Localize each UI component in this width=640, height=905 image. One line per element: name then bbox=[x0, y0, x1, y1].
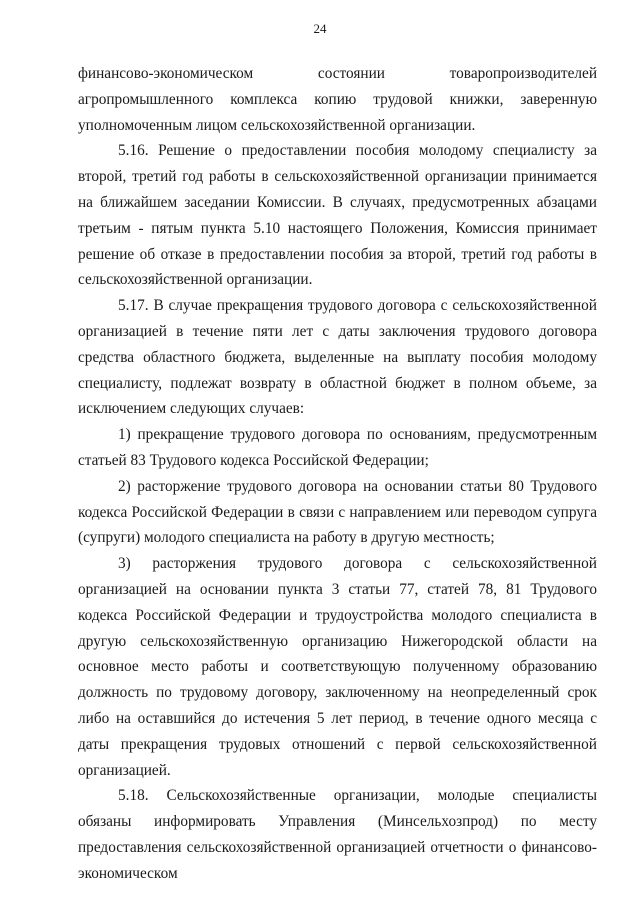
paragraph-5-17: 5.17. В случае прекращения трудового договора с сельскохозяйственной организацией в течение пяти лет с даты заключения трудового договора средства областного бюджета, выделенные на выплату пособия молодому специалисту, подлежат возврату в областной бюджет в полном объеме, за исключением следующих случаев: bbox=[78, 297, 597, 418]
list-item-1: 1) прекращение трудового договора по основаниям, предусмотренным статьей 83 Трудового кодекса Российской Федерации; bbox=[78, 426, 597, 469]
paragraph-5-18: 5.18. Сельскохозяйственные организации, молодые специалисты обязаны информировать Управления (Минсельхозпрод) по месту предоставления сельскохозяйственной организацией отчетности о финансово-экономическом bbox=[78, 787, 597, 882]
page-number: 24 bbox=[313, 21, 327, 36]
document-body bbox=[78, 61, 597, 887]
list-item-2: 2) расторжение трудового договора на основании статьи 80 Трудового кодекса Российской Федерации в связи с направлением или переводом супруга (супруги) молодого специалиста на работу в другую местность; bbox=[78, 477, 597, 547]
list-item-3: 3) расторжения трудового договора с сельскохозяйственной организацией на основании пункта 3 статьи 77, статей 78, 81 Трудового кодекса Российской Федерации и трудоустройства молодого специалиста в другую сельскохозяйственную организацию Нижегородской области на основное место работы и соответствующую полученному образованию должность по трудовому договору, заключенному на неопределенный срок либо на оставшийся до истечения 5 лет период, в течение одного месяца с даты прекращения трудовых отношений с первой сельскохозяйственной организацией. bbox=[78, 555, 597, 779]
paragraph-5-16: 5.16. Решение о предоставлении пособия молодому специалисту за второй, третий год работы в сельскохозяйственной организации принимается на ближайшем заседании Комиссии. В случаях, предусмотренных абзацами третьим - пятым пункта 5.10 настоящего Положения, Комиссия принимает решение об отказе в предоставлении пособия за второй, третий год работы в сельскохозяйственной организации. bbox=[78, 142, 597, 289]
paragraph-continuation: финансово-экономическом состоянии товаропроизводителей агропромышленного комплекса копию трудовой книжки, заверенную уполномоченным лицом сельскохозяйственной организации. bbox=[78, 65, 597, 134]
